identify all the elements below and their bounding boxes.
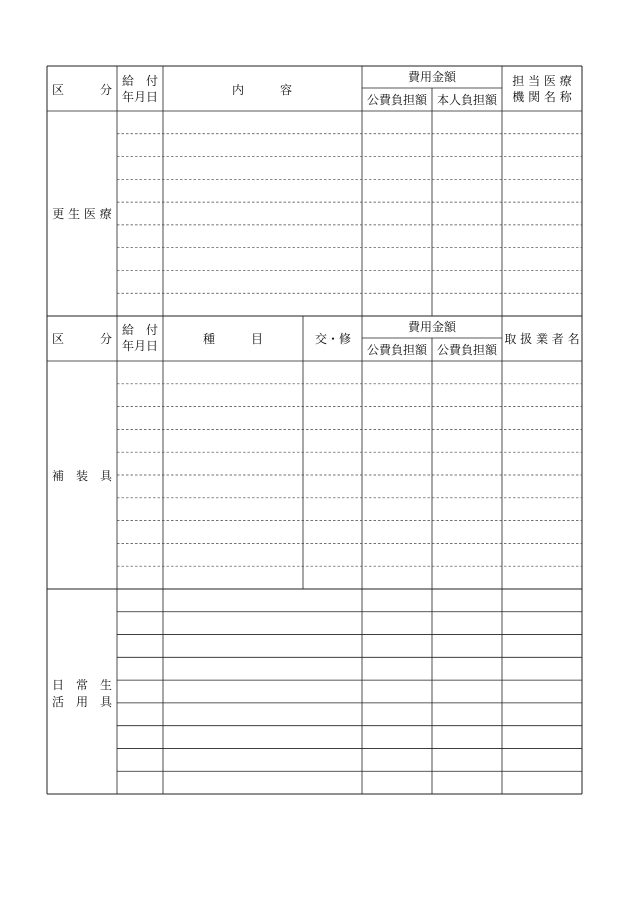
equipment-cost-amount-header: 費用金額	[407, 320, 457, 334]
equipment-item-header: 種 目	[202, 332, 264, 346]
equipment-category-header: 区 分	[52, 332, 113, 346]
equipment-public-burden-header-2: 公費負担額	[436, 343, 498, 357]
equipment-exchange-repair-header: 交・修	[314, 332, 352, 346]
medical-institution-header-line2: 機 関 名 称	[512, 90, 572, 104]
equipment-date-header-line2: 年月日	[121, 339, 159, 353]
daily-living-section-label-line1: 日 常 生	[51, 678, 113, 692]
medical-category-header: 区 分	[52, 83, 113, 97]
medical-public-burden-header: 公費負担額	[366, 93, 428, 107]
medical-date-header-line2: 年月日	[121, 90, 159, 104]
grid-lines	[47, 66, 582, 794]
equipment-vendor-header: 取 扱 業 者 名	[504, 332, 580, 346]
equipment-public-burden-header-1: 公費負担額	[366, 343, 428, 357]
medical-institution-header-line1: 担 当 医 療	[512, 74, 572, 88]
equipment-date-header-line1: 給 付	[121, 323, 159, 337]
medical-date-header-line1: 給 付	[121, 74, 159, 88]
medical-section-label: 更 生 医 療	[52, 207, 112, 221]
medical-cost-amount-header: 費用金額	[407, 70, 457, 84]
equipment-section-label: 補 装 具	[51, 469, 113, 483]
daily-living-section-label-line2: 活 用 具	[51, 695, 113, 709]
medical-self-burden-header: 本人負担額	[436, 93, 498, 107]
medical-content-header: 内 容	[231, 83, 293, 97]
